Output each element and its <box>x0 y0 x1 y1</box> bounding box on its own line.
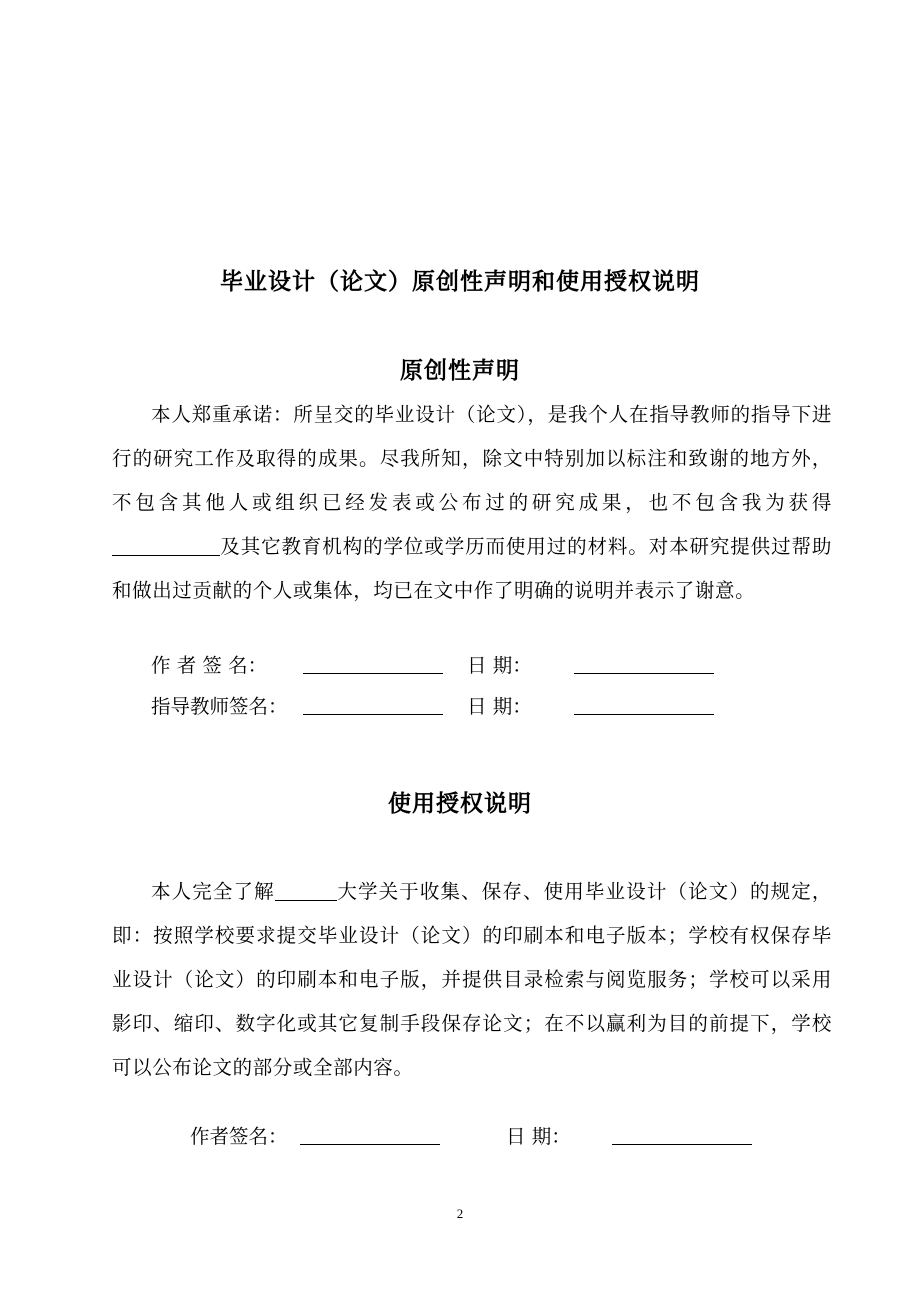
final-date-label: 日 期： <box>506 1125 571 1148</box>
advisor-signature-label: 指导教师签名： <box>151 695 288 718</box>
advisor-signature-line <box>303 692 443 715</box>
author-signature-line <box>303 651 443 674</box>
author-signature-label: 作 者 签 名： <box>151 654 268 677</box>
authorization-text-part1: 本人完全了解 <box>151 880 275 903</box>
page-number: 2 <box>456 1206 464 1221</box>
authorization-heading: 使用授权说明 <box>388 791 532 817</box>
advisor-date-line <box>574 692 714 715</box>
author-signature-row <box>0 651 920 681</box>
final-date-line <box>612 1122 752 1145</box>
author-date-label: 日 期： <box>467 654 532 677</box>
final-signature-row <box>0 1122 920 1152</box>
degree-blank-line <box>112 536 220 557</box>
originality-paragraph <box>112 393 832 613</box>
authorization-paragraph <box>112 870 832 1090</box>
advisor-signature-row <box>0 692 920 722</box>
originality-text-part1: 本人郑重承诺：所呈交的毕业设计（论文），是我个人在指导教师的指导下进行的研究工作及取得的成果。尽我所知，除文中特别加以标注和致谢的地方外，不包含其他人或组织已经发表或公布过的研究成果，也不包含我为获得 <box>112 403 832 514</box>
originality-text-part2: 及其它教育机构的学位或学历而使用过的材料。对本研究提供过帮助和做出过贡献的个人或集体，均已在文中作了明确的说明并表示了谢意。 <box>112 535 832 602</box>
author-date-line <box>574 651 714 674</box>
main-title: 毕业设计（论文）原创性声明和使用授权说明 <box>220 269 700 295</box>
authorization-text-part2: 大学关于收集、保存、使用毕业设计（论文）的规定，即：按照学校要求提交毕业设计（论文）的印刷本和电子版本；学校有权保存毕业设计（论文）的印刷本和电子版，并提供目录检索与阅览服务；学校可以采用影印、缩印、数字化或其它复制手段保存论文；在不以赢利为目的前提下，学校可以公布论文的部分或全部内容。 <box>112 880 832 1079</box>
final-author-signature-label: 作者签名： <box>190 1125 288 1148</box>
university-blank-line <box>275 881 337 902</box>
final-author-signature-line <box>300 1122 440 1145</box>
advisor-date-label: 日 期： <box>467 695 532 718</box>
originality-heading: 原创性声明 <box>400 358 520 384</box>
